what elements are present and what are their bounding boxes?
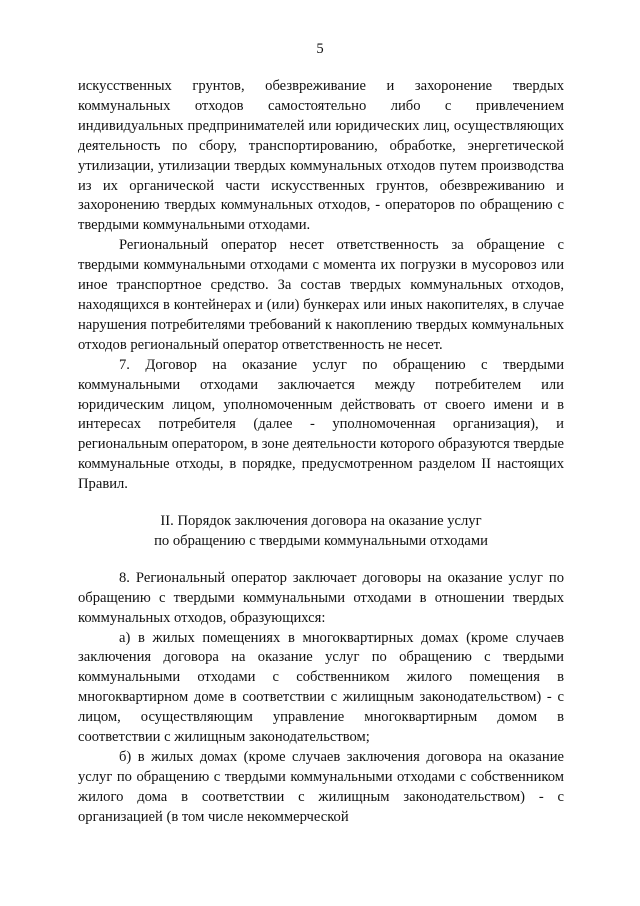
paragraph-clause-7: 7. Договор на оказание услуг по обращению с твердыми коммунальными отходами заключается между потребителем или юридическим лицом, уполномоченным действовать от своего имени и в интересах потребителя (далее - уполномоченная организация), и региональным оператором, в зоне деятельности которого образуются твердые коммунальные отходы, в порядке, предусмотренном разделом II настоящих Правил. — [78, 356, 564, 493]
paragraph-clause-8: 8. Региональный оператор заключает договоры на оказание услуг по обращению с твердыми коммунальными отходами в отношении твердых коммунальных отходов, образующихся: — [78, 569, 564, 626]
section-heading — [78, 512, 564, 552]
paragraph-clause-8b: б) в жилых домах (кроме случаев заключения договора на оказание услуг по обращению с твердыми коммунальными отходами с собственником жилого дома в соответствии с жилищным законодательством) - с организацией (в том числе некоммерческой — [78, 749, 564, 825]
paragraph-clause-8a: а) в жилых помещениях в многоквартирных домах (кроме случаев заключения договора на оказание услуг по обращению с твердыми коммунальными отходами с собственником жилого помещения в многоквартирном доме в соответствии с жилищным законодательством) - с лицом, осуществляющим управление многоквартирным домом в соответствии с жилищным законодательством; — [78, 629, 564, 746]
section-heading-line-1: II. Порядок заключения договора на оказание услуг — [160, 513, 482, 530]
section-heading-line-2: по обращению с твердыми коммунальными отходами — [154, 532, 488, 549]
paragraph-continuation: искусственных грунтов, обезвреживание и захоронение твердых коммунальных отходов самостоятельно либо с привлечением индивидуальных предпринимателей или юридических лиц, осуществляющих деятельность по сбору, транспортированию, обработке, энергетической утилизации, утилизации твердых коммунальных отходов путем производства из их органической части искусственных грунтов, обезвреживанию и захоронению твердых коммунальных отходов, - операторов по обращению с твердыми коммунальными отходами. — [78, 78, 564, 234]
paragraph-operator-responsibility: Региональный оператор несет ответственность за обращение с твердыми коммунальными отходами с момента их погрузки в мусоровоз или иное транспортное средство. За состав твердых коммунальных отходов, находящихся в контейнерах и (или) бункерах или иных накопителях, в случае нарушения потребителями требований к накоплению твердых коммунальных отходов региональный оператор ответственность не несет. — [78, 237, 564, 353]
document-body — [78, 77, 564, 828]
page-number: 5 — [316, 41, 324, 57]
